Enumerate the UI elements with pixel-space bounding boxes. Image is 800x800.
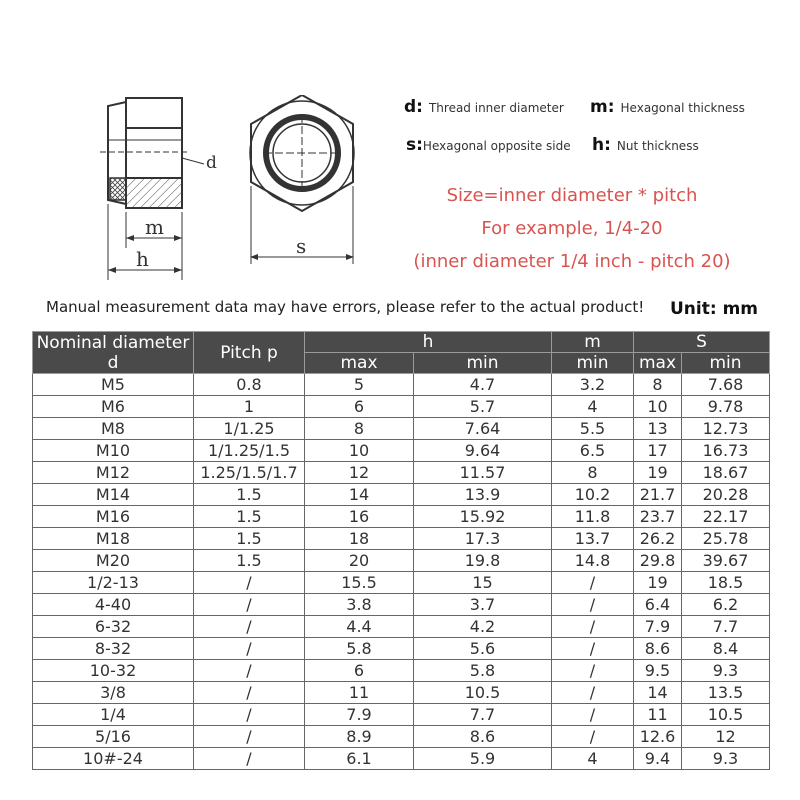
cell-s-min: 9.3 xyxy=(682,660,770,682)
table-row xyxy=(33,726,770,748)
table-row xyxy=(33,748,770,770)
cell-nominal-diameter: 10#-24 xyxy=(33,748,194,770)
cell-h-min: 15.92 xyxy=(414,506,552,528)
cell-pitch: / xyxy=(194,704,305,726)
cell-nominal-diameter: M20 xyxy=(33,550,194,572)
cell-h-max: 14 xyxy=(305,484,414,506)
cell-s-max: 9.5 xyxy=(634,660,682,682)
cell-s-min: 12 xyxy=(682,726,770,748)
cell-h-min: 4.7 xyxy=(414,374,552,396)
label-h: h xyxy=(136,247,149,271)
table-row xyxy=(33,704,770,726)
header-group-s: S xyxy=(634,332,770,353)
cell-h-min: 5.8 xyxy=(414,660,552,682)
cell-s-min: 20.28 xyxy=(682,484,770,506)
cell-s-min: 39.67 xyxy=(682,550,770,572)
cell-h-max: 7.9 xyxy=(305,704,414,726)
cell-pitch: / xyxy=(194,748,305,770)
cell-pitch: / xyxy=(194,638,305,660)
table-row xyxy=(33,506,770,528)
cell-h-max: 8.9 xyxy=(305,726,414,748)
cell-s-max: 29.8 xyxy=(634,550,682,572)
legend-s-key: s: xyxy=(406,135,423,155)
cell-s-min: 10.5 xyxy=(682,704,770,726)
legend-d-key: d: xyxy=(404,97,423,117)
cell-nominal-diameter: 3/8 xyxy=(33,682,194,704)
cell-s-min: 22.17 xyxy=(682,506,770,528)
cell-s-min: 6.2 xyxy=(682,594,770,616)
size-note-line1: Size=inner diameter * pitch xyxy=(446,185,698,206)
cell-s-max: 13 xyxy=(634,418,682,440)
legend-h-text: Nut thickness xyxy=(616,139,699,153)
table-row xyxy=(33,638,770,660)
table-row xyxy=(33,682,770,704)
cell-s-min: 12.73 xyxy=(682,418,770,440)
table-row xyxy=(33,550,770,572)
cell-s-min: 25.78 xyxy=(682,528,770,550)
table-row xyxy=(33,396,770,418)
cell-pitch: 1/1.25/1.5 xyxy=(194,440,305,462)
cell-m-min: / xyxy=(552,594,634,616)
legend-d xyxy=(404,97,564,117)
cell-h-max: 6 xyxy=(305,396,414,418)
size-note-line2: For example, 1/4-20 xyxy=(481,218,663,239)
cell-nominal-diameter: M12 xyxy=(33,462,194,484)
cell-s-max: 12.6 xyxy=(634,726,682,748)
cell-s-max: 8.6 xyxy=(634,638,682,660)
cell-nominal-diameter: M8 xyxy=(33,418,194,440)
cell-pitch: 1.5 xyxy=(194,506,305,528)
cell-m-min: 6.5 xyxy=(552,440,634,462)
cell-pitch: 1 xyxy=(194,396,305,418)
label-s: s xyxy=(296,234,307,258)
cell-h-min: 5.7 xyxy=(414,396,552,418)
label-m: m xyxy=(145,215,164,239)
nut-side-view xyxy=(100,98,204,280)
cell-pitch: / xyxy=(194,572,305,594)
legend-m-key: m: xyxy=(590,97,615,117)
cell-nominal-diameter: M18 xyxy=(33,528,194,550)
header-h-min: min xyxy=(414,353,552,374)
cell-h-max: 10 xyxy=(305,440,414,462)
legend-m xyxy=(590,97,745,117)
cell-nominal-diameter: 4-40 xyxy=(33,594,194,616)
cell-s-max: 26.2 xyxy=(634,528,682,550)
cell-s-max: 8 xyxy=(634,374,682,396)
cell-s-max: 9.4 xyxy=(634,748,682,770)
cell-pitch: / xyxy=(194,594,305,616)
cell-pitch: 1.25/1.5/1.7 xyxy=(194,462,305,484)
unit-label: Unit: mm xyxy=(670,299,759,319)
legend-d-text: Thread inner diameter xyxy=(428,101,564,115)
cell-h-max: 15.5 xyxy=(305,572,414,594)
cell-s-max: 14 xyxy=(634,682,682,704)
legend-h-key: h: xyxy=(592,135,611,155)
cell-h-max: 16 xyxy=(305,506,414,528)
cell-s-min: 8.4 xyxy=(682,638,770,660)
spec-table xyxy=(32,331,770,770)
cell-nominal-diameter: M6 xyxy=(33,396,194,418)
cell-s-min: 16.73 xyxy=(682,440,770,462)
cell-h-min: 3.7 xyxy=(414,594,552,616)
cell-h-max: 3.8 xyxy=(305,594,414,616)
table-row xyxy=(33,440,770,462)
cell-s-max: 11 xyxy=(634,704,682,726)
table-row xyxy=(33,418,770,440)
cell-h-min: 17.3 xyxy=(414,528,552,550)
cell-h-min: 15 xyxy=(414,572,552,594)
cell-s-max: 23.7 xyxy=(634,506,682,528)
cell-h-max: 6.1 xyxy=(305,748,414,770)
cell-s-max: 17 xyxy=(634,440,682,462)
spec-table-body xyxy=(33,374,770,770)
cell-s-max: 19 xyxy=(634,462,682,484)
cell-m-min: / xyxy=(552,638,634,660)
cell-m-min: 11.8 xyxy=(552,506,634,528)
cell-nominal-diameter: 8-32 xyxy=(33,638,194,660)
cell-m-min: 3.2 xyxy=(552,374,634,396)
table-row xyxy=(33,484,770,506)
cell-s-min: 7.68 xyxy=(682,374,770,396)
header-group-h: h xyxy=(305,332,552,353)
cell-h-min: 19.8 xyxy=(414,550,552,572)
cell-nominal-diameter: 5/16 xyxy=(33,726,194,748)
table-row xyxy=(33,660,770,682)
cell-m-min: 10.2 xyxy=(552,484,634,506)
cell-h-min: 7.64 xyxy=(414,418,552,440)
cell-s-min: 18.5 xyxy=(682,572,770,594)
cell-nominal-diameter: 10-32 xyxy=(33,660,194,682)
cell-m-min: / xyxy=(552,704,634,726)
table-row xyxy=(33,462,770,484)
cell-m-min: / xyxy=(552,726,634,748)
cell-pitch: 1/1.25 xyxy=(194,418,305,440)
cell-h-min: 10.5 xyxy=(414,682,552,704)
cell-s-max: 6.4 xyxy=(634,594,682,616)
cell-s-min: 9.3 xyxy=(682,748,770,770)
cell-h-min: 7.7 xyxy=(414,704,552,726)
cell-nominal-diameter: M10 xyxy=(33,440,194,462)
cell-m-min: / xyxy=(552,572,634,594)
cell-h-min: 13.9 xyxy=(414,484,552,506)
header-s-max: max xyxy=(634,353,682,374)
cell-m-min: 4 xyxy=(552,748,634,770)
cell-h-min: 8.6 xyxy=(414,726,552,748)
label-d: d xyxy=(206,153,217,173)
header-s-min: min xyxy=(682,353,770,374)
measurement-notice: Manual measurement data may have errors, please refer to the actual product! xyxy=(46,298,645,316)
cell-s-max: 19 xyxy=(634,572,682,594)
cell-pitch: / xyxy=(194,616,305,638)
cell-s-min: 7.7 xyxy=(682,616,770,638)
cell-pitch: 0.8 xyxy=(194,374,305,396)
legend-h xyxy=(592,135,699,155)
table-row xyxy=(33,572,770,594)
legend-m-text: Hexagonal thickness xyxy=(620,101,745,115)
cell-h-max: 5 xyxy=(305,374,414,396)
cell-s-min: 9.78 xyxy=(682,396,770,418)
cell-nominal-diameter: M5 xyxy=(33,374,194,396)
cell-m-min: 13.7 xyxy=(552,528,634,550)
cell-s-max: 21.7 xyxy=(634,484,682,506)
header-nominal-diameter: Nominal diameter d xyxy=(33,332,194,374)
cell-s-max: 10 xyxy=(634,396,682,418)
cell-h-max: 11 xyxy=(305,682,414,704)
cell-pitch: / xyxy=(194,660,305,682)
cell-nominal-diameter: 1/4 xyxy=(33,704,194,726)
legend-s-text: Hexagonal opposite side xyxy=(422,139,571,153)
cell-nominal-diameter: M16 xyxy=(33,506,194,528)
cell-m-min: 14.8 xyxy=(552,550,634,572)
cell-nominal-diameter: 1/2-13 xyxy=(33,572,194,594)
cell-m-min: 5.5 xyxy=(552,418,634,440)
cell-h-max: 8 xyxy=(305,418,414,440)
cell-h-max: 5.8 xyxy=(305,638,414,660)
table-row xyxy=(33,528,770,550)
cell-pitch: 1.5 xyxy=(194,528,305,550)
cell-h-max: 12 xyxy=(305,462,414,484)
cell-h-max: 18 xyxy=(305,528,414,550)
cell-nominal-diameter: M14 xyxy=(33,484,194,506)
header-group-m: m xyxy=(552,332,634,353)
legend-s xyxy=(406,135,571,155)
cell-s-min: 18.67 xyxy=(682,462,770,484)
cell-m-min: / xyxy=(552,660,634,682)
header-h-max: max xyxy=(305,353,414,374)
header-pitch: Pitch p xyxy=(194,332,305,374)
cell-h-min: 4.2 xyxy=(414,616,552,638)
cell-h-min: 5.6 xyxy=(414,638,552,660)
cell-h-min: 5.9 xyxy=(414,748,552,770)
cell-nominal-diameter: 6-32 xyxy=(33,616,194,638)
cell-h-max: 4.4 xyxy=(305,616,414,638)
cell-m-min: / xyxy=(552,616,634,638)
cell-h-max: 20 xyxy=(305,550,414,572)
cell-m-min: / xyxy=(552,682,634,704)
cell-m-min: 4 xyxy=(552,396,634,418)
cell-pitch: / xyxy=(194,682,305,704)
cell-pitch: / xyxy=(194,726,305,748)
cell-s-max: 7.9 xyxy=(634,616,682,638)
nut-diagram xyxy=(95,95,375,285)
cell-pitch: 1.5 xyxy=(194,550,305,572)
table-row xyxy=(33,616,770,638)
cell-h-min: 11.57 xyxy=(414,462,552,484)
cell-pitch: 1.5 xyxy=(194,484,305,506)
cell-h-min: 9.64 xyxy=(414,440,552,462)
size-note-line3: (inner diameter 1/4 inch - pitch 20) xyxy=(413,251,731,272)
cell-h-max: 6 xyxy=(305,660,414,682)
table-row xyxy=(33,374,770,396)
table-row xyxy=(33,594,770,616)
cell-s-min: 13.5 xyxy=(682,682,770,704)
cell-m-min: 8 xyxy=(552,462,634,484)
header-m-min: min xyxy=(552,353,634,374)
